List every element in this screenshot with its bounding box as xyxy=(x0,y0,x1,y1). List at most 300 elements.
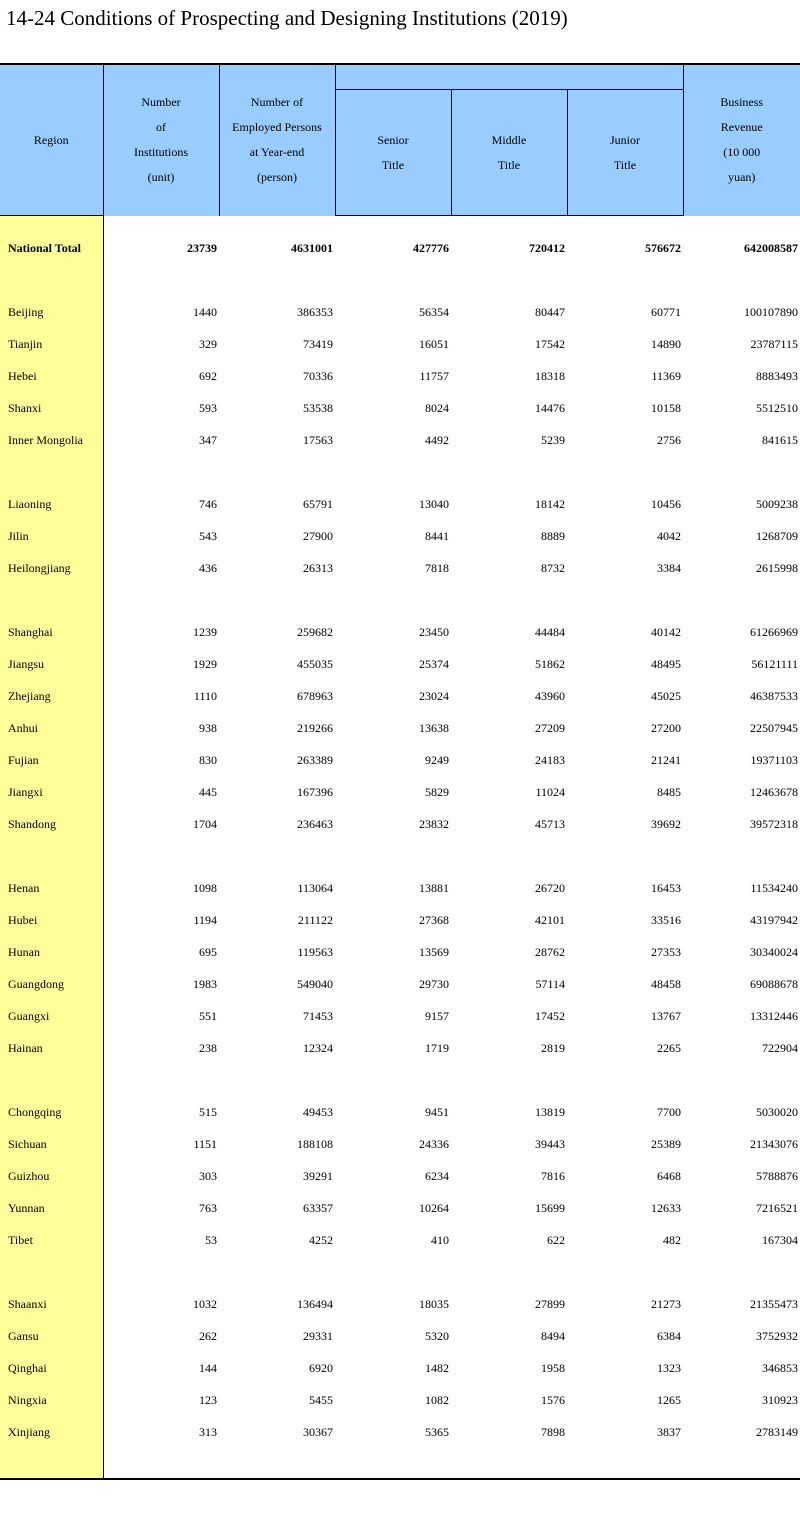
junior-cell: 16453 xyxy=(651,880,682,895)
junior-cell: 10158 xyxy=(651,400,682,415)
revenue-cell: 12463678 xyxy=(750,784,799,799)
employed-cell: 70336 xyxy=(303,368,333,383)
region-cell: Anhui xyxy=(0,712,103,744)
senior-cell: 9451 xyxy=(425,1104,449,1119)
table-row xyxy=(0,424,800,456)
middle-cell: 5239 xyxy=(541,432,565,447)
region-cell: Ningxia xyxy=(0,1384,103,1416)
junior-cell: 3384 xyxy=(657,560,682,575)
revenue-cell: 5009238 xyxy=(756,496,799,511)
junior-cell: 12633 xyxy=(651,1200,682,1215)
senior-cell: 13569 xyxy=(419,944,449,959)
employed-cell: 17563 xyxy=(303,432,333,447)
header-line: Junior xyxy=(610,132,640,147)
junior-cell: 27200 xyxy=(651,720,682,735)
institutions-cell: 1194 xyxy=(193,912,217,927)
employed-cell: 678963 xyxy=(297,688,333,703)
institutions-cell: 938 xyxy=(199,720,217,735)
junior-cell: 11369 xyxy=(651,368,682,383)
employed-cell: 26313 xyxy=(303,560,333,575)
header-line: yuan) xyxy=(728,170,756,185)
middle-cell: 8494 xyxy=(541,1328,565,1343)
table-row xyxy=(0,776,800,808)
junior-cell: 1323 xyxy=(657,1360,682,1375)
middle-cell: 2819 xyxy=(541,1040,565,1055)
table-row xyxy=(0,808,800,840)
employed-cell: 113064 xyxy=(297,880,333,895)
table-row xyxy=(0,392,800,424)
institutions-cell: 262 xyxy=(199,1328,217,1343)
table-row xyxy=(0,296,800,328)
institutions-cell: 746 xyxy=(199,496,217,511)
junior-cell: 576672 xyxy=(645,240,682,255)
senior-cell: 9249 xyxy=(425,752,449,767)
junior-cell: 27353 xyxy=(651,944,682,959)
revenue-cell: 2615998 xyxy=(756,560,799,575)
header-line: of xyxy=(156,120,166,135)
table-row xyxy=(0,744,800,776)
revenue-cell: 21343076 xyxy=(750,1136,799,1151)
middle-cell: 24183 xyxy=(535,752,565,767)
senior-cell: 8024 xyxy=(425,400,449,415)
region-cell: Beijing xyxy=(0,296,103,328)
middle-cell: 1576 xyxy=(541,1392,565,1407)
region-cell: Fujian xyxy=(0,744,103,776)
spacer-row xyxy=(0,456,800,488)
table-row xyxy=(0,1224,800,1256)
region-cell: Jiangsu xyxy=(0,648,103,680)
senior-cell: 7818 xyxy=(425,560,449,575)
table-row xyxy=(0,488,800,520)
revenue-cell: 3752932 xyxy=(756,1328,799,1343)
table-row xyxy=(0,1032,800,1064)
institutions-cell: 23739 xyxy=(187,240,217,255)
middle-cell: 80447 xyxy=(535,304,565,319)
table-row xyxy=(0,1352,800,1384)
junior-cell: 14890 xyxy=(651,336,682,351)
region-header-label: Region xyxy=(33,132,69,147)
region-cell: Gansu xyxy=(0,1320,103,1352)
middle-cell: 1958 xyxy=(541,1360,565,1375)
revenue-cell: 43197942 xyxy=(750,912,799,927)
employed-cell: 65791 xyxy=(303,496,333,511)
table-row xyxy=(0,1192,800,1224)
institutions-cell: 1239 xyxy=(193,624,217,639)
employed-cell: 549040 xyxy=(297,976,333,991)
region-cell: Henan xyxy=(0,872,103,904)
middle-cell: 14476 xyxy=(535,400,565,415)
employed-cell: 119563 xyxy=(297,944,333,959)
region-cell: Shaanxi xyxy=(0,1288,103,1320)
employed-cell: 4252 xyxy=(309,1232,333,1247)
header-line: Title xyxy=(497,157,521,172)
table-row xyxy=(0,1160,800,1192)
table-row xyxy=(0,1416,800,1448)
senior-cell: 1719 xyxy=(425,1040,449,1055)
institutions-cell: 313 xyxy=(199,1424,217,1439)
senior-cell: 1082 xyxy=(425,1392,449,1407)
table-row xyxy=(0,520,800,552)
table-row xyxy=(0,680,800,712)
region-cell: Shanghai xyxy=(0,616,103,648)
employed-cell: 263389 xyxy=(297,752,333,767)
revenue-cell: 5788876 xyxy=(756,1168,799,1183)
senior-cell: 5320 xyxy=(425,1328,449,1343)
national-total-row xyxy=(0,232,800,264)
statistics-table xyxy=(0,63,800,1480)
region-cell: Guangdong xyxy=(0,968,103,1000)
senior-cell: 27368 xyxy=(419,912,449,927)
revenue-cell: 5030020 xyxy=(756,1104,799,1119)
employed-cell: 53538 xyxy=(303,400,333,415)
institutions-cell: 329 xyxy=(199,336,217,351)
middle-cell: 28762 xyxy=(535,944,565,959)
middle-cell: 11024 xyxy=(535,784,565,799)
region-cell xyxy=(0,1256,103,1288)
middle-cell: 44484 xyxy=(535,624,565,639)
institutions-cell: 303 xyxy=(199,1168,217,1183)
page-title: 14-24 Conditions of Prospecting and Designing Institutions (2019) xyxy=(6,6,568,30)
junior-cell: 10456 xyxy=(651,496,682,511)
region-cell: Hebei xyxy=(0,360,103,392)
spacer-row xyxy=(0,216,800,233)
institutions-cell: 695 xyxy=(199,944,217,959)
senior-cell: 13040 xyxy=(419,496,449,511)
junior-cell: 60771 xyxy=(651,304,682,319)
employed-cell: 219266 xyxy=(297,720,333,735)
middle-cell: 18142 xyxy=(535,496,565,511)
revenue-cell: 841615 xyxy=(762,432,799,447)
revenue-cell: 11534240 xyxy=(750,880,799,895)
institutions-cell: 238 xyxy=(199,1040,217,1055)
region-cell xyxy=(0,840,103,872)
header-line: Business xyxy=(720,95,764,110)
header-line: (10 000 xyxy=(723,145,761,160)
senior-cell: 16051 xyxy=(419,336,449,351)
middle-cell: 45713 xyxy=(535,816,565,831)
region-cell: Jiangxi xyxy=(0,776,103,808)
institutions-cell: 1110 xyxy=(193,688,217,703)
table-body xyxy=(0,216,800,1480)
institutions-cell: 1098 xyxy=(193,880,217,895)
region-cell: Sichuan xyxy=(0,1128,103,1160)
region-cell: National Total xyxy=(0,232,103,264)
table-row xyxy=(0,1384,800,1416)
institutions-cell: 1032 xyxy=(193,1296,217,1311)
senior-cell: 11757 xyxy=(419,368,449,383)
region-cell xyxy=(0,216,103,233)
revenue-cell: 346853 xyxy=(762,1360,799,1375)
institutions-cell: 347 xyxy=(199,432,217,447)
employed-cell: 4631001 xyxy=(291,240,333,255)
revenue-cell: 46387533 xyxy=(750,688,799,703)
senior-cell: 4492 xyxy=(425,432,449,447)
senior-cell: 25374 xyxy=(419,656,449,671)
revenue-cell: 5512510 xyxy=(756,400,799,415)
middle-cell: 8889 xyxy=(541,528,565,543)
region-cell: Shanxi xyxy=(0,392,103,424)
institutions-header xyxy=(103,64,219,216)
employed-cell: 63357 xyxy=(303,1200,333,1215)
revenue-cell: 23787115 xyxy=(750,336,799,351)
employed-cell: 167396 xyxy=(297,784,333,799)
institutions-cell: 763 xyxy=(199,1200,217,1215)
middle-cell: 39443 xyxy=(535,1136,565,1151)
employed-cell: 455035 xyxy=(297,656,333,671)
table-row xyxy=(0,1128,800,1160)
employed-cell: 12324 xyxy=(303,1040,333,1055)
revenue-cell: 167304 xyxy=(762,1232,799,1247)
region-cell: Hunan xyxy=(0,936,103,968)
region-cell xyxy=(0,1448,103,1479)
institutions-cell: 692 xyxy=(199,368,217,383)
senior-cell: 56354 xyxy=(419,304,449,319)
middle-cell: 15699 xyxy=(535,1200,565,1215)
header-line: Number xyxy=(141,95,181,110)
header-line: Middle xyxy=(491,132,527,147)
senior-cell: 13881 xyxy=(419,880,449,895)
junior-cell: 7700 xyxy=(657,1104,682,1119)
revenue-cell: 310923 xyxy=(762,1392,799,1407)
revenue-cell: 56121111 xyxy=(751,656,799,671)
region-cell: Chongqing xyxy=(0,1096,103,1128)
junior-cell: 25389 xyxy=(651,1136,682,1151)
middle-cell: 8732 xyxy=(541,560,565,575)
senior-title-header xyxy=(335,90,451,216)
employed-cell: 188108 xyxy=(297,1136,333,1151)
middle-cell: 57114 xyxy=(535,976,565,991)
institutions-cell: 830 xyxy=(199,752,217,767)
table-row xyxy=(0,552,800,584)
revenue-cell: 722904 xyxy=(762,1040,799,1055)
revenue-cell: 8883493 xyxy=(756,368,799,383)
junior-cell: 482 xyxy=(663,1232,682,1247)
junior-cell: 3837 xyxy=(657,1424,682,1439)
senior-cell: 18035 xyxy=(419,1296,449,1311)
employed-cell: 27900 xyxy=(303,528,333,543)
region-cell: Heilongjiang xyxy=(0,552,103,584)
employed-cell: 5455 xyxy=(309,1392,333,1407)
institutions-cell: 144 xyxy=(199,1360,217,1375)
region-header xyxy=(0,64,103,216)
middle-cell: 7816 xyxy=(541,1168,565,1183)
region-cell: Zhejiang xyxy=(0,680,103,712)
header-line: Number of xyxy=(250,95,304,110)
institutions-cell: 53 xyxy=(205,1232,217,1247)
region-cell: Liaoning xyxy=(0,488,103,520)
table-row xyxy=(0,648,800,680)
institutions-cell: 123 xyxy=(199,1392,217,1407)
junior-cell: 4042 xyxy=(657,528,682,543)
header-line: at Year-end xyxy=(249,145,305,160)
table-row xyxy=(0,1000,800,1032)
table-row xyxy=(0,328,800,360)
region-cell: Qinghai xyxy=(0,1352,103,1384)
region-cell xyxy=(0,456,103,488)
revenue-cell: 19371103 xyxy=(750,752,799,767)
senior-cell: 13638 xyxy=(419,720,449,735)
table-row xyxy=(0,904,800,936)
table-row xyxy=(0,968,800,1000)
spacer-row xyxy=(0,1064,800,1096)
revenue-cell: 22507945 xyxy=(750,720,799,735)
region-cell: Inner Mongolia xyxy=(0,424,103,456)
header-line: Revenue xyxy=(720,120,763,135)
employed-cell: 259682 xyxy=(297,624,333,639)
middle-title-header xyxy=(451,90,567,216)
junior-cell: 21273 xyxy=(651,1296,682,1311)
region-cell: Yunnan xyxy=(0,1192,103,1224)
institutions-cell: 1983 xyxy=(193,976,217,991)
institutions-cell: 445 xyxy=(199,784,217,799)
revenue-cell: 1268709 xyxy=(756,528,799,543)
senior-cell: 1482 xyxy=(425,1360,449,1375)
junior-cell: 48495 xyxy=(651,656,682,671)
institutions-cell: 593 xyxy=(199,400,217,415)
institutions-cell: 1440 xyxy=(193,304,217,319)
header-line: Title xyxy=(613,157,637,172)
senior-cell: 9157 xyxy=(425,1008,449,1023)
institutions-cell: 1929 xyxy=(193,656,217,671)
middle-cell: 27899 xyxy=(535,1296,565,1311)
junior-cell: 40142 xyxy=(651,624,682,639)
revenue-cell: 21355473 xyxy=(750,1296,799,1311)
employed-cell: 6920 xyxy=(309,1360,333,1375)
employed-header xyxy=(219,64,335,216)
junior-cell: 6468 xyxy=(657,1168,682,1183)
junior-cell: 1265 xyxy=(657,1392,682,1407)
employed-cell: 211122 xyxy=(297,912,333,927)
header-line: Employed Persons xyxy=(232,120,322,135)
senior-cell: 410 xyxy=(431,1232,449,1247)
table-row xyxy=(0,936,800,968)
junior-cell: 2756 xyxy=(657,432,682,447)
title-group-header xyxy=(335,64,683,90)
revenue-cell: 61266969 xyxy=(750,624,799,639)
revenue-cell: 100107890 xyxy=(744,304,799,319)
institutions-cell: 551 xyxy=(199,1008,217,1023)
middle-cell: 42101 xyxy=(535,912,565,927)
header-line: (unit) xyxy=(147,170,175,185)
region-cell xyxy=(0,264,103,296)
institutions-cell: 543 xyxy=(199,528,217,543)
middle-cell: 720412 xyxy=(529,240,565,255)
middle-cell: 17452 xyxy=(535,1008,565,1023)
header-line: Senior xyxy=(377,132,409,147)
spacer-row xyxy=(0,840,800,872)
employed-cell: 71453 xyxy=(303,1008,333,1023)
senior-cell: 5829 xyxy=(425,784,449,799)
junior-cell: 21241 xyxy=(651,752,682,767)
junior-cell: 45025 xyxy=(651,688,682,703)
senior-cell: 23832 xyxy=(419,816,449,831)
header-line: Title xyxy=(381,157,405,172)
middle-cell: 51862 xyxy=(535,656,565,671)
middle-cell: 43960 xyxy=(535,688,565,703)
revenue-cell: 69088678 xyxy=(750,976,799,991)
region-cell: Jilin xyxy=(0,520,103,552)
region-cell: Hubei xyxy=(0,904,103,936)
spacer-row xyxy=(0,584,800,616)
middle-cell: 26720 xyxy=(535,880,565,895)
employed-cell: 39291 xyxy=(303,1168,333,1183)
middle-cell: 7898 xyxy=(541,1424,565,1439)
senior-cell: 29730 xyxy=(419,976,449,991)
institutions-cell: 436 xyxy=(199,560,217,575)
junior-title-header xyxy=(567,90,683,216)
region-cell: Tibet xyxy=(0,1224,103,1256)
senior-cell: 8441 xyxy=(425,528,449,543)
institutions-cell: 515 xyxy=(199,1104,217,1119)
junior-cell: 39692 xyxy=(651,816,682,831)
institutions-cell: 1704 xyxy=(193,816,217,831)
senior-cell: 23024 xyxy=(419,688,449,703)
region-cell: Guizhou xyxy=(0,1160,103,1192)
junior-cell: 6384 xyxy=(657,1328,682,1343)
employed-cell: 386353 xyxy=(297,304,333,319)
employed-cell: 73419 xyxy=(303,336,333,351)
region-cell: Guangxi xyxy=(0,1000,103,1032)
middle-cell: 18318 xyxy=(535,368,565,383)
junior-cell: 48458 xyxy=(651,976,682,991)
region-cell: Shandong xyxy=(0,808,103,840)
junior-cell: 8485 xyxy=(657,784,682,799)
spacer-row xyxy=(0,1448,800,1479)
middle-cell: 27209 xyxy=(535,720,565,735)
middle-cell: 17542 xyxy=(535,336,565,351)
revenue-cell: 2783149 xyxy=(756,1424,799,1439)
table-row xyxy=(0,1320,800,1352)
employed-cell: 136494 xyxy=(297,1296,333,1311)
middle-cell: 13819 xyxy=(535,1104,565,1119)
junior-cell: 13767 xyxy=(651,1008,682,1023)
revenue-cell: 7216521 xyxy=(756,1200,799,1215)
senior-cell: 427776 xyxy=(413,240,449,255)
senior-cell: 10264 xyxy=(419,1200,449,1215)
revenue-cell: 30340024 xyxy=(750,944,799,959)
junior-cell: 2265 xyxy=(657,1040,682,1055)
table-row xyxy=(0,1096,800,1128)
region-cell xyxy=(0,584,103,616)
revenue-cell: 642008587 xyxy=(744,240,799,255)
senior-cell: 24336 xyxy=(419,1136,449,1151)
employed-cell: 49453 xyxy=(303,1104,333,1119)
employed-cell: 236463 xyxy=(297,816,333,831)
middle-cell: 622 xyxy=(547,1232,565,1247)
table-row xyxy=(0,360,800,392)
region-cell xyxy=(0,1064,103,1096)
table-row xyxy=(0,1288,800,1320)
senior-cell: 23450 xyxy=(419,624,449,639)
revenue-cell: 13312446 xyxy=(750,1008,799,1023)
revenue-header xyxy=(683,64,800,216)
employed-cell: 29331 xyxy=(303,1328,333,1343)
region-cell: Xinjiang xyxy=(0,1416,103,1448)
header-line: Institutions xyxy=(133,145,188,160)
spacer-row xyxy=(0,264,800,296)
table-row xyxy=(0,616,800,648)
header-line: (person) xyxy=(257,170,297,185)
senior-cell: 6234 xyxy=(425,1168,449,1183)
junior-cell: 33516 xyxy=(651,912,682,927)
senior-cell: 5365 xyxy=(425,1424,449,1439)
spacer-row xyxy=(0,1256,800,1288)
table-row xyxy=(0,872,800,904)
employed-cell: 30367 xyxy=(303,1424,333,1439)
table-row xyxy=(0,712,800,744)
revenue-cell: 39572318 xyxy=(750,816,799,831)
institutions-cell: 1151 xyxy=(193,1136,217,1151)
